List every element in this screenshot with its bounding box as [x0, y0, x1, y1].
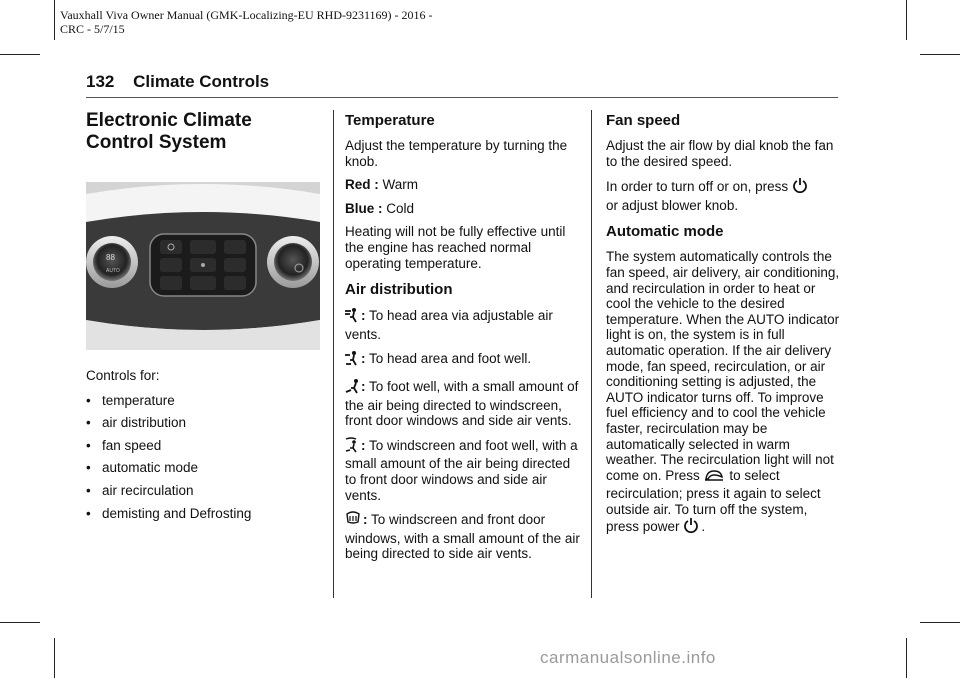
fan-power-text-a: In order to turn off or on, press: [606, 179, 789, 195]
fan-speed-text: Adjust the air flow by dial knob the fan to the desired speed.: [606, 138, 834, 169]
document-header: [60, 8, 433, 36]
fan-power-text-b: or adjust blower knob.: [606, 197, 739, 213]
list-item-text: fan speed: [102, 437, 162, 453]
mode-colon: :: [361, 351, 366, 367]
foot-icon: [345, 378, 359, 398]
mode-text: To foot well, with a small amount of the air being directed to windscreen, front door windows and side air vents.: [345, 378, 579, 429]
page-number: 132: [86, 72, 115, 91]
list-item: [86, 438, 322, 454]
mode-colon: :: [363, 512, 368, 528]
mode-text: To windscreen and front door windows, with a small amount of the air being directed to side air vents.: [345, 512, 580, 562]
page-title: Climate Controls: [133, 72, 270, 91]
defrost-icon: [345, 511, 361, 531]
heating-note: Heating will not be fully effective until the engine has reached normal operating temperature.: [345, 224, 566, 271]
list-item-text: automatic mode: [102, 460, 199, 476]
head-vent-icon: [345, 307, 359, 327]
mode-text: To windscreen and foot well, with a small amount of the air being directed to front door windows and side air vents.: [345, 437, 578, 503]
automatic-mode-heading: Automatic mode: [606, 223, 724, 241]
section-title: Electronic Climate Control System: [86, 110, 252, 153]
blue-line: [345, 201, 581, 217]
svg-text:AUTO: AUTO: [106, 268, 120, 274]
right-column: [606, 112, 842, 546]
crop-mark: [906, 0, 907, 40]
recirculation-icon: [704, 469, 724, 487]
list-item-text: demisting and Defrosting: [102, 505, 252, 521]
mode-text: To head area via adjustable air vents.: [345, 308, 553, 342]
middle-column: [345, 112, 581, 570]
windscreen-foot-icon: [345, 437, 359, 457]
heading-rule: [86, 97, 838, 98]
bullet-icon: •: [86, 505, 91, 521]
distribution-mode-head: [345, 307, 581, 342]
automatic-mode-text: [606, 249, 842, 538]
automatic-mode-text-a: The system automatically controls the fan speed, air delivery, air conditioning, and recirculation in order to heat or cool the vehicle to the desired temperature. When the AUTO indicator light is on, the system is in full automatic operation. If the air delivery mode, fan speed, recirculation, or air conditioning setting is adjusted, the AUTO indicator turns off. To improve fuel efficiency and to cool the vehicle faster, recirculation may be automatically selected in warm weather. The recirculation light will not come on. Press: [606, 249, 840, 483]
list-item-text: air recirculation: [102, 482, 194, 498]
list-item: [86, 506, 322, 522]
watermark: carmanualsonline.info: [540, 648, 716, 667]
crop-mark: [920, 622, 960, 623]
list-item: [86, 393, 322, 409]
distribution-mode-defrost: [345, 511, 581, 562]
air-distribution-heading: Air distribution: [345, 281, 453, 299]
crop-mark: [54, 0, 55, 40]
fan-speed-heading: Fan speed: [606, 112, 681, 129]
blue-label: Blue :: [345, 200, 383, 216]
automatic-mode-text-c: .: [701, 519, 706, 535]
list-item: [86, 415, 322, 431]
crop-mark: [920, 54, 960, 55]
svg-text:88: 88: [106, 253, 115, 262]
crop-mark: [906, 638, 907, 678]
distribution-mode-windscreen-foot: [345, 437, 581, 503]
crop-mark: [0, 54, 40, 55]
list-item-text: temperature: [102, 392, 175, 408]
bullet-icon: •: [86, 482, 91, 498]
mode-text: To head area and foot well.: [369, 351, 532, 367]
list-item: [86, 483, 322, 499]
mode-colon: :: [361, 378, 366, 394]
fan-power-text: [606, 177, 842, 213]
bullet-icon: •: [86, 415, 91, 431]
bullet-icon: •: [86, 460, 91, 476]
head-foot-icon: [345, 350, 359, 370]
blue-value: Cold: [386, 200, 415, 216]
header-line-2: CRC - 5/7/15: [60, 22, 125, 36]
page-heading: [86, 72, 269, 92]
red-label: Red :: [345, 177, 379, 193]
temperature-heading: Temperature: [345, 112, 435, 129]
climate-control-illustration: [86, 182, 320, 350]
red-value: Warm: [382, 177, 419, 193]
crop-mark: [54, 638, 55, 678]
bullet-icon: •: [86, 437, 91, 453]
power-icon: [792, 177, 808, 198]
controls-intro: Controls for:: [86, 368, 160, 383]
column-divider: [591, 110, 592, 598]
temperature-text: Adjust the temperature by turning the knob.: [345, 138, 568, 169]
distribution-mode-head-foot: [345, 350, 581, 370]
list-item-text: air distribution: [102, 415, 187, 431]
mode-colon: :: [361, 308, 366, 324]
mode-colon: :: [361, 437, 366, 453]
header-line-1: Vauxhall Viva Owner Manual (GMK-Localizing-EU RHD-9231169) - 2016 -: [60, 8, 433, 22]
list-item: [86, 460, 322, 476]
bullet-icon: •: [86, 392, 91, 408]
controls-list-block: [86, 368, 322, 528]
column-divider: [333, 110, 334, 598]
automatic-mode-text-b: to select recirculation; press it again to select outside air. To turn off the system, press power: [606, 467, 821, 535]
climate-panel-drawing: [86, 182, 320, 350]
crop-mark: [0, 622, 40, 623]
power-icon: [683, 517, 699, 538]
red-line: [345, 177, 581, 193]
distribution-mode-foot: [345, 378, 581, 429]
left-column: [86, 110, 322, 154]
